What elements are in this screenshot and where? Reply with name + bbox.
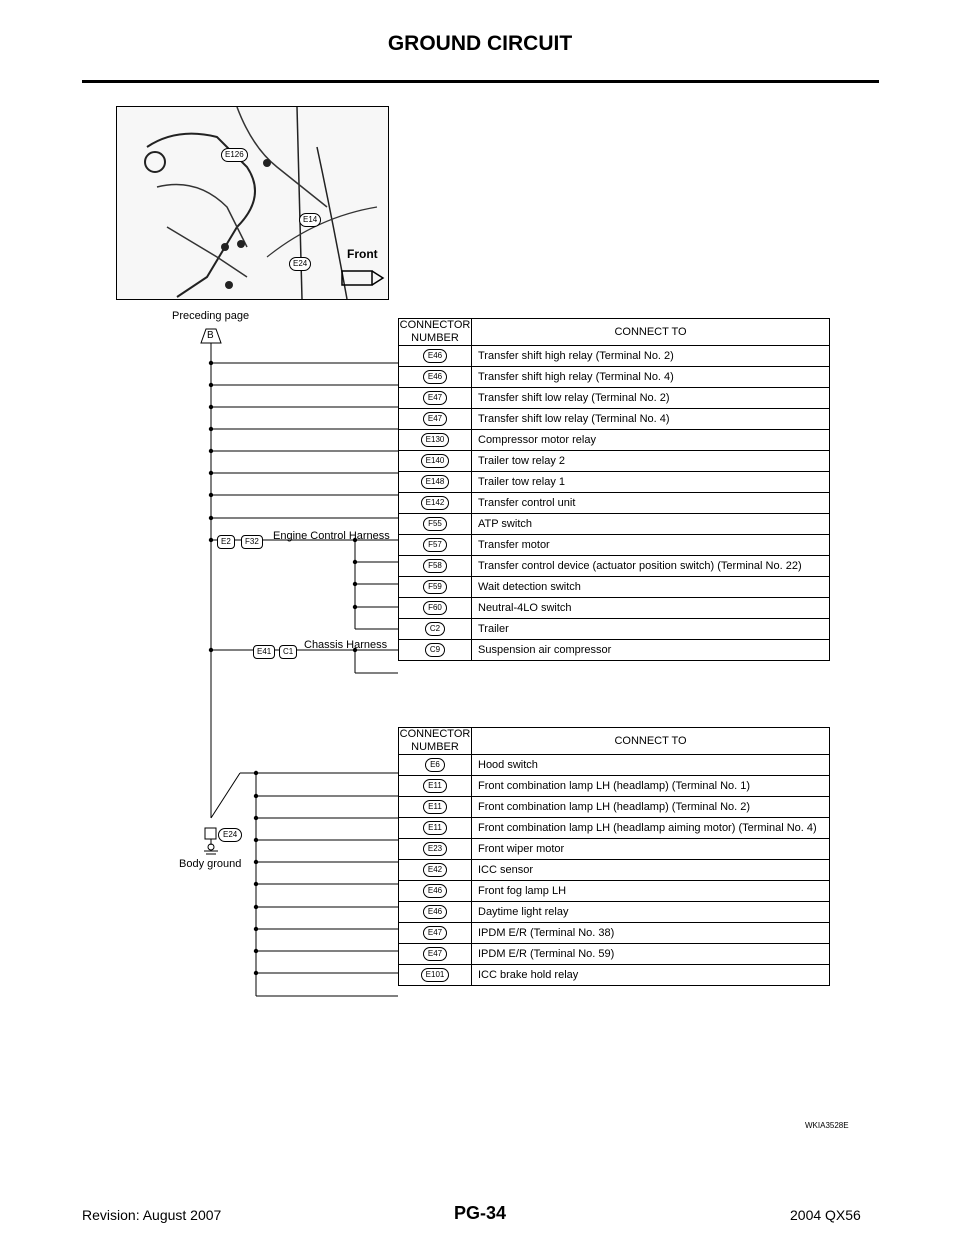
connector-cell xyxy=(399,640,472,661)
connector-cell xyxy=(399,860,472,881)
connect-to-cell: Daytime light relay xyxy=(472,902,830,923)
table-row xyxy=(399,556,830,577)
connector-badge: E47 xyxy=(423,412,447,426)
chassis-harness-label: Chassis Harness xyxy=(304,639,388,651)
connect-to-cell: Front combination lamp LH (headlamp) (Terminal No. 2) xyxy=(472,797,830,818)
connector-cell xyxy=(399,388,472,409)
header-connector-number: CONNECTOR NUMBER xyxy=(399,728,471,753)
page-title: GROUND CIRCUIT xyxy=(387,32,573,55)
connector-badge: F59 xyxy=(423,580,447,594)
connect-to-cell: Front combination lamp LH (headlamp aiming motor) (Terminal No. 4) xyxy=(472,818,830,839)
connect-to-cell: Front fog lamp LH xyxy=(472,881,830,902)
footer-revision: Revision: August 2007 xyxy=(82,1207,222,1223)
connect-to-cell: Transfer motor xyxy=(472,535,830,556)
connector-cell xyxy=(399,514,472,535)
connect-to-cell: Front wiper motor xyxy=(472,839,830,860)
connect-to-cell: Trailer tow relay 1 xyxy=(472,472,830,493)
connector-cell xyxy=(399,367,472,388)
connector-cell xyxy=(399,451,472,472)
connector-badge: E6 xyxy=(425,758,445,772)
connect-to-cell: Wait detection switch xyxy=(472,577,830,598)
connector-cell xyxy=(399,346,472,367)
table-row xyxy=(399,472,830,493)
table-row xyxy=(399,797,830,818)
front-label: Front xyxy=(347,247,378,261)
connect-to-cell: Transfer shift low relay (Terminal No. 2) xyxy=(472,388,830,409)
connect-to-cell: ICC sensor xyxy=(472,860,830,881)
connector-badge: E46 xyxy=(423,349,447,363)
table-row xyxy=(399,514,830,535)
connector-cell xyxy=(399,535,472,556)
connector-cell xyxy=(399,839,472,860)
connector-cell xyxy=(399,797,472,818)
table-row xyxy=(399,860,830,881)
connect-to-cell: ICC brake hold relay xyxy=(472,965,830,986)
connector-badge: E46 xyxy=(423,370,447,384)
header-connector-number: CONNECTOR NUMBER xyxy=(399,319,471,344)
connector-badge: E11 xyxy=(423,800,447,814)
connector-cell xyxy=(399,881,472,902)
connect-to-cell: Trailer xyxy=(472,619,830,640)
connect-to-cell: IPDM E/R (Terminal No. 59) xyxy=(472,944,830,965)
connect-to-cell: Neutral-4LO switch xyxy=(472,598,830,619)
harness-code-e41: E41 xyxy=(253,645,275,659)
harness-code-f32: F32 xyxy=(241,535,263,549)
connector-cell xyxy=(399,965,472,986)
connector-cell xyxy=(399,598,472,619)
connector-badge: E11 xyxy=(423,821,447,835)
connector-table-2 xyxy=(398,727,830,986)
connector-badge: F60 xyxy=(423,601,447,615)
connect-to-cell: Transfer shift high relay (Terminal No. 2) xyxy=(472,346,830,367)
table-row xyxy=(399,619,830,640)
connector-badge: E46 xyxy=(423,905,447,919)
table-row xyxy=(399,493,830,514)
table-row xyxy=(399,818,830,839)
footer-model: 2004 QX56 xyxy=(790,1207,861,1223)
connector-cell xyxy=(399,923,472,944)
connect-to-cell: Transfer control unit xyxy=(472,493,830,514)
figure-code: WKIA3528E xyxy=(805,1121,849,1130)
engine-harness-label: Engine Control Harness xyxy=(273,530,390,542)
connector-cell xyxy=(399,755,472,776)
connector-cell xyxy=(399,472,472,493)
table-row xyxy=(399,598,830,619)
table-row xyxy=(399,755,830,776)
table-row xyxy=(399,388,830,409)
ground-code: E24 xyxy=(218,828,242,842)
connector-badge: F57 xyxy=(423,538,447,552)
connect-to-cell: Transfer shift high relay (Terminal No. 4) xyxy=(472,367,830,388)
connector-badge: F58 xyxy=(423,559,447,573)
photo-label-e24: E24 xyxy=(289,257,311,271)
connector-badge: E142 xyxy=(421,496,450,510)
connector-badge: E46 xyxy=(423,884,447,898)
connector-badge: C2 xyxy=(425,622,445,636)
connector-badge: E101 xyxy=(421,968,450,982)
header-connect-to: CONNECT TO xyxy=(472,319,830,346)
table-header xyxy=(399,728,830,755)
connector-badge: E140 xyxy=(421,454,450,468)
table-row xyxy=(399,346,830,367)
connector-badge: E42 xyxy=(423,863,447,877)
photo-label-e14: E14 xyxy=(299,213,321,227)
connector-badge: E148 xyxy=(421,475,450,489)
connector-cell xyxy=(399,619,472,640)
connector-badge: E130 xyxy=(421,433,450,447)
table-row xyxy=(399,965,830,986)
table-row xyxy=(399,776,830,797)
table-row xyxy=(399,640,830,661)
connector-cell xyxy=(399,556,472,577)
harness-code-e2: E2 xyxy=(217,535,235,549)
table-row xyxy=(399,839,830,860)
table-row xyxy=(399,944,830,965)
body-ground-label: Body ground xyxy=(179,858,242,870)
table-row xyxy=(399,535,830,556)
preceding-page-label: Preceding page xyxy=(172,310,250,322)
connector-cell xyxy=(399,902,472,923)
connect-to-cell: ATP switch xyxy=(472,514,830,535)
connect-to-cell: Transfer shift low relay (Terminal No. 4) xyxy=(472,409,830,430)
table-row xyxy=(399,409,830,430)
table-row xyxy=(399,367,830,388)
connector-cell xyxy=(399,776,472,797)
connect-to-cell: Transfer control device (actuator position switch) (Terminal No. 22) xyxy=(472,556,830,577)
connector-b-label: B xyxy=(207,330,214,341)
connector-badge: E47 xyxy=(423,391,447,405)
table-row xyxy=(399,430,830,451)
table-header xyxy=(399,319,830,346)
footer-page-number: PG-34 xyxy=(453,1203,507,1223)
connector-badge: E47 xyxy=(423,926,447,940)
connector-badge: E11 xyxy=(423,779,447,793)
connector-cell xyxy=(399,430,472,451)
connect-to-cell: Trailer tow relay 2 xyxy=(472,451,830,472)
connector-cell xyxy=(399,493,472,514)
connector-cell xyxy=(399,409,472,430)
connect-to-cell: Front combination lamp LH (headlamp) (Terminal No. 1) xyxy=(472,776,830,797)
connect-to-cell: Hood switch xyxy=(472,755,830,776)
table-row xyxy=(399,451,830,472)
table-row xyxy=(399,881,830,902)
connector-cell xyxy=(399,944,472,965)
table-row xyxy=(399,902,830,923)
connect-to-cell: IPDM E/R (Terminal No. 38) xyxy=(472,923,830,944)
table-row xyxy=(399,923,830,944)
connector-cell xyxy=(399,818,472,839)
connect-to-cell: Compressor motor relay xyxy=(472,430,830,451)
connect-to-cell: Suspension air compressor xyxy=(472,640,830,661)
connector-badge: C9 xyxy=(425,643,445,657)
table-row xyxy=(399,577,830,598)
connector-table-1 xyxy=(398,318,830,661)
connector-badge: E23 xyxy=(423,842,447,856)
connector-badge: F55 xyxy=(423,517,447,531)
header-connect-to: CONNECT TO xyxy=(472,728,830,755)
photo-label-e126: E126 xyxy=(221,148,248,162)
connector-badge: E47 xyxy=(423,947,447,961)
connector-cell xyxy=(399,577,472,598)
harness-code-c1: C1 xyxy=(279,645,297,659)
